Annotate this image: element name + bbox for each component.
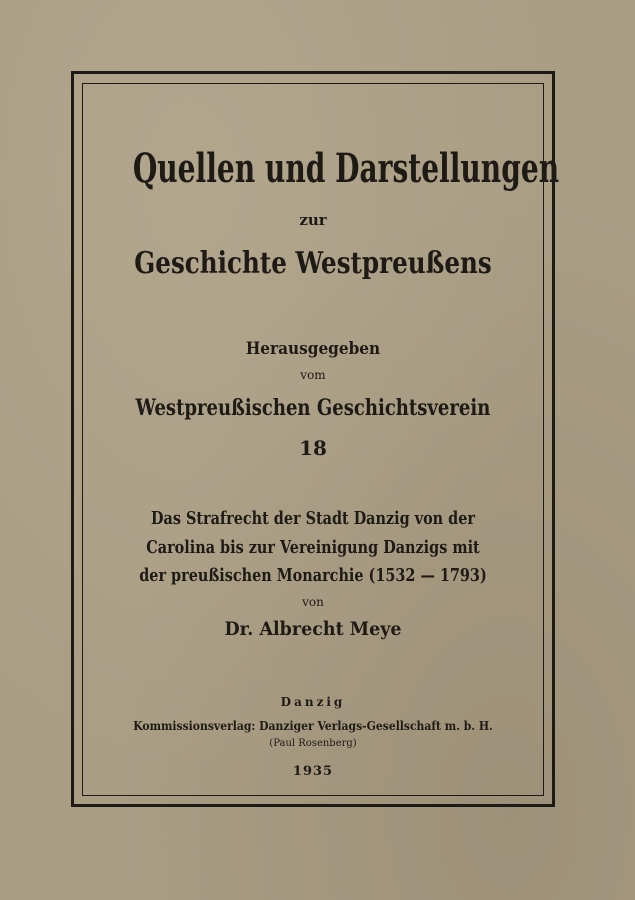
editor-label: Herausgegeben: [245, 339, 381, 359]
series-subtitle: Geschichte Westpreußens: [134, 246, 492, 281]
series-title: Quellen und Darstellungen: [132, 145, 560, 192]
series-connector: zur: [299, 211, 327, 229]
editor-name: Westpreußischen Geschichtsverein: [135, 395, 491, 421]
author-name: Dr. Albrecht Meye: [224, 618, 402, 640]
publisher-line: Kommissionsverlag: Danziger Verlags-Gesellschaft m. b. H.: [133, 719, 493, 733]
publisher-note: (Paul Rosenberg): [269, 738, 357, 749]
author-connector: von: [302, 595, 324, 609]
work-title-line-3: der preußischen Monarchie (1532 — 1793): [139, 565, 487, 586]
work-title-line-2: Carolina bis zur Vereinigung Danzigs mit: [146, 537, 480, 558]
work-title-line-1: Das Strafrecht der Stadt Danzig von der: [151, 508, 475, 529]
volume-number: 18: [299, 436, 327, 460]
cover-content: [82, 83, 560, 796]
editor-connector: vom: [300, 368, 326, 382]
publication-place: Danzig: [280, 695, 346, 709]
publication-year: 1935: [292, 764, 334, 779]
